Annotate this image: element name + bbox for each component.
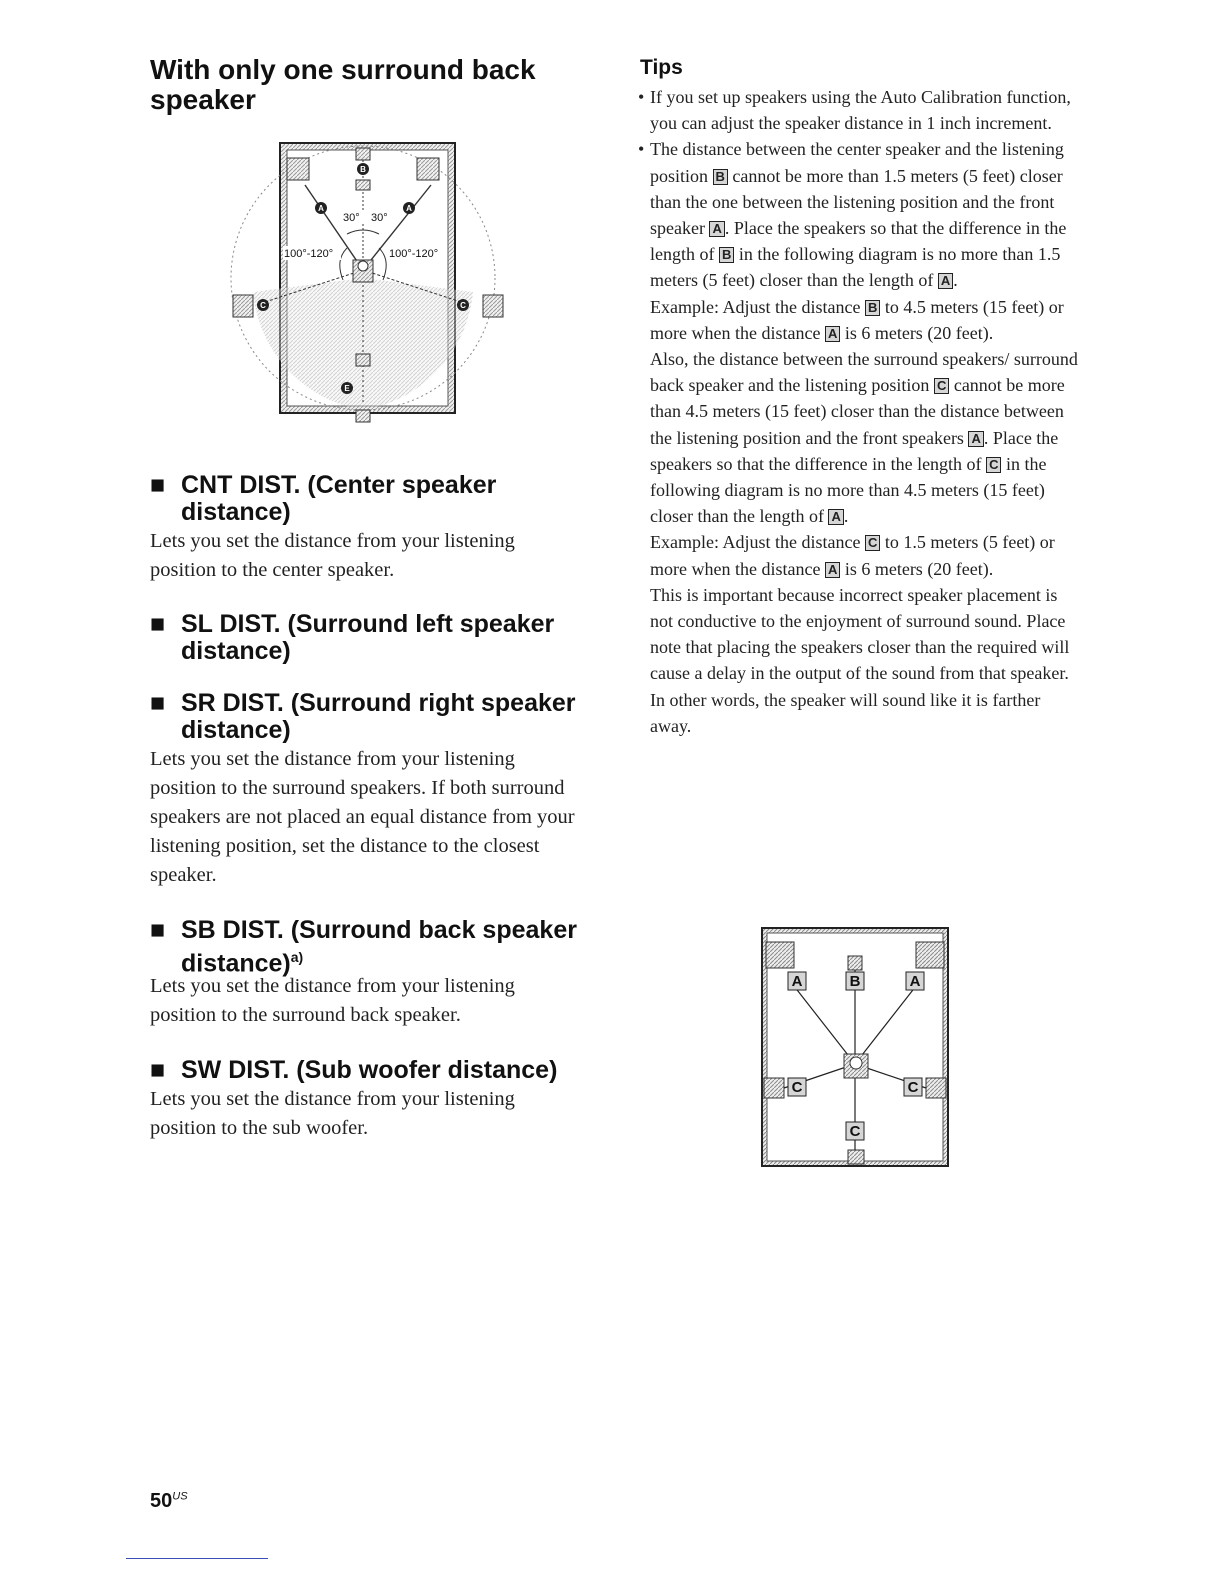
sub-woofer — [356, 180, 370, 190]
label-b: B — [719, 247, 734, 263]
label-a: A — [825, 562, 840, 578]
surround-back-speaker — [356, 410, 370, 422]
label-c: C — [986, 457, 1001, 473]
center-speaker — [848, 956, 862, 970]
surround-left-speaker — [764, 1078, 784, 1098]
label-a: A — [709, 221, 724, 237]
label-c: C — [865, 535, 880, 551]
range-left: 100°-120° — [284, 248, 334, 260]
label-b: B — [713, 169, 728, 185]
footnote-marker: a) — [290, 949, 304, 965]
label-a: A — [791, 973, 803, 990]
marker-front-left: A — [318, 204, 324, 213]
example-surround: Example: Adjust the distance C to 1.5 meters (5 feet) or more when the distance A is 6 meters (20 feet). — [650, 532, 1055, 579]
tip-center-distance: • The distance between the center speaker and the listening position B cannot be more than 1.5 meters (5 feet) closer than the one between the listening position and the front speaker A . Place the speakers so that the difference in the length of B in the following diagram is no more than 1.5 meters (5 feet) closer than the length of A . — [638, 136, 1078, 293]
distance-diagram — [758, 924, 952, 1170]
label-c: C — [849, 1123, 861, 1140]
sr-dist-description: Lets you set the distance from your listening position to the surround speakers. If both surround speakers are not placed an equal distance from your listening position, set the distance to the closest speaker. — [150, 748, 575, 886]
example-center: Example: Adjust the distance B to 4.5 meters (15 feet) or more when the distance A is 6 meters (20 feet). — [650, 296, 1064, 343]
sb-dist-heading: ■ SB DIST. (Surround back speaker distance)$^{a)}$ — [150, 916, 577, 978]
label-c: C — [934, 378, 949, 394]
front-right-speaker — [417, 158, 439, 180]
center-speaker — [356, 148, 370, 160]
section-title: With only one surround back speaker — [150, 54, 536, 115]
square-bullet-icon: ■ — [150, 689, 166, 717]
front-left-speaker — [766, 942, 794, 968]
tip-importance: This is important because incorrect speaker placement is not conductive to the enjoyment of surround sound. Place note that placing the speakers closer than the required will cause a delay in the output of the sound from that speaker. In other words, the speaker will sound like it is farther away. — [650, 584, 1070, 736]
footer-rule — [126, 1558, 268, 1559]
label-a: A — [938, 273, 953, 289]
square-bullet-icon: ■ — [150, 916, 166, 944]
surround-right-speaker — [483, 295, 503, 317]
label-c: C — [907, 1079, 919, 1096]
label-a: A — [909, 973, 921, 990]
bullet-dot: • — [638, 87, 645, 107]
bullet-dot: • — [638, 139, 645, 160]
surround-back-speaker — [848, 1150, 864, 1164]
range-right: 100°-120° — [389, 248, 439, 260]
marker-front-right: A — [406, 204, 412, 213]
sr-dist-heading: ■ SR DIST. (Surround right speaker distance) — [150, 689, 576, 744]
square-bullet-icon: ■ — [150, 610, 166, 638]
tip-surround-distance: Also, the distance between the surround speakers/ surround back speaker and the listening position C cannot be more than 4.5 meters (15 feet) closer than the distance between the listening position and the front speakers A . Place the speakers so that the difference in the length of C in the following diagram is no more than 4.5 meters (15 feet) closer than the length of A . — [650, 349, 1078, 527]
marker-surround-left: C — [260, 301, 266, 310]
label-c: C — [791, 1079, 803, 1096]
front-left-speaker — [287, 158, 309, 180]
page-number: $50^{US}$ — [150, 1490, 188, 1512]
marker-surround-right: C — [460, 301, 466, 310]
sw-dist-heading: ■ SW DIST. (Sub woofer distance) — [150, 1056, 558, 1084]
square-bullet-icon: ■ — [150, 1056, 166, 1084]
marker-back: E — [344, 384, 350, 393]
tips-title: Tips — [640, 56, 683, 79]
cnt-dist-description: Lets you set the distance from your listening position to the center speaker. — [150, 530, 515, 581]
label-a: A — [825, 326, 840, 342]
surround-right-speaker — [926, 1078, 946, 1098]
label-a: A — [968, 431, 983, 447]
speaker-layout-diagram-one-back — [225, 140, 515, 430]
surround-left-speaker — [233, 295, 253, 317]
label-b: B — [849, 973, 861, 990]
square-bullet-icon: ■ — [150, 471, 166, 499]
region-suffix: US — [172, 1490, 188, 1503]
sb-dist-description: Lets you set the distance from your listening position to the surround back speaker. — [150, 975, 515, 1026]
sl-dist-heading: ■ SL DIST. (Surround left speaker distance) — [150, 610, 555, 665]
cnt-dist-heading: ■ CNT DIST. (Center speaker distance) — [150, 471, 497, 526]
angle-right: 30° — [371, 212, 388, 224]
label-b: B — [865, 300, 880, 316]
tips-body — [638, 84, 1078, 739]
sw-dist-description: Lets you set the distance from your listening position to the sub woofer. — [150, 1088, 515, 1139]
tip-auto-calibration: • If you set up speakers using the Auto Calibration function, you can adjust the speaker distance in 1 inch increment. — [638, 84, 1078, 136]
angle-left: 30° — [343, 212, 360, 224]
label-a: A — [828, 509, 843, 525]
surround-back-speaker-marker — [356, 354, 370, 366]
marker-top: B — [360, 165, 366, 174]
front-right-speaker — [916, 942, 944, 968]
